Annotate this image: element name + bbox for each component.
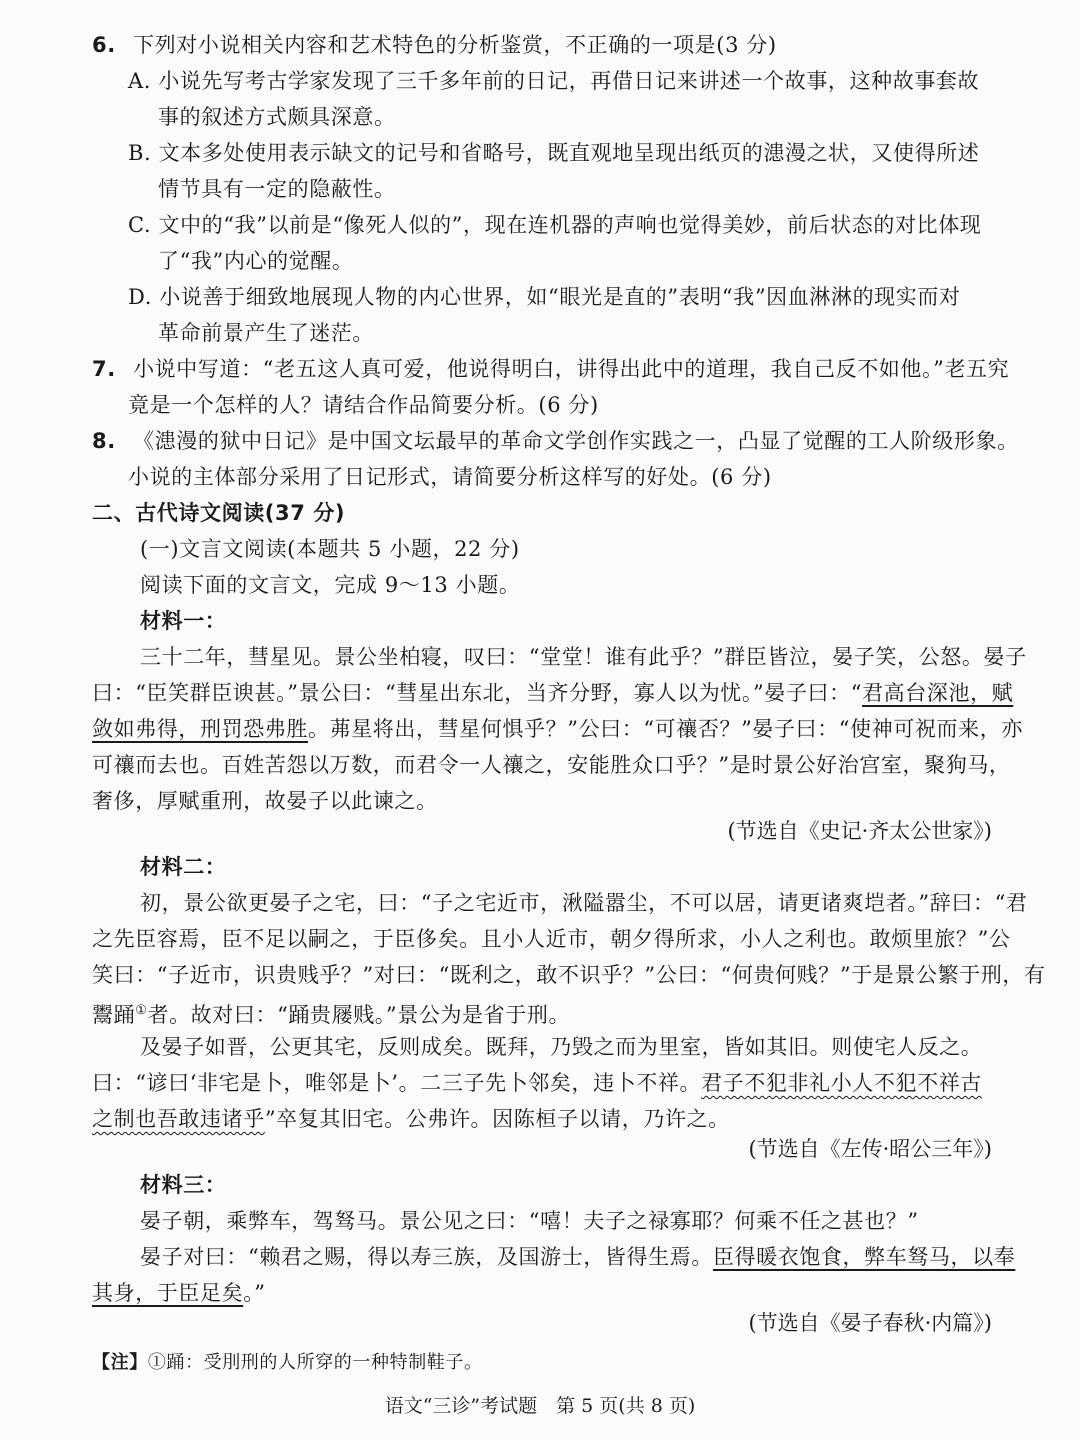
option-b-line2: 情节具有一定的隐蔽性。 [158,177,396,201]
question-text: 《漶漫的狱中日记》是中国文坛最早的革命文学创作实践之一，凸显了觉醒的工人阶级形象。 [133,429,1019,453]
text: ”卒复其旧宅。公弗许。因陈桓子以请，乃许之。 [264,1107,730,1131]
material-2-line4 [92,996,570,1030]
option-d-line2: 革命前景产生了迷茫。 [158,321,374,345]
material-3-source: (节选自《晏子春秋·内篇》) [748,1311,992,1335]
text: 鬻踊 [92,1003,136,1027]
text: 曰：“谚曰‘非宅是卜，唯邻是卜’。二三子先卜邻矣，违卜不祥。 [92,1071,702,1095]
subsection-title: (一)文言文阅读(本题共 5 小题，22 分) [140,537,520,561]
footnote-text: ①踊：受刖刑的人所穿的一种特制鞋子。 [147,1352,483,1373]
question-7-line2: 竟是一个怎样的人？请结合作品简要分析。(6 分) [128,393,599,417]
option-a-line2: 事的叙述方式颇具深意。 [158,105,396,129]
text: 曰：“臣笑群臣谀甚。”景公曰：“彗星出东北，当齐分野，寡人以为忧。”晏子曰：“ [92,681,863,705]
instructions: 阅读下面的文言文，完成 9～13 小题。 [140,573,521,597]
material-1-line2 [92,678,1013,708]
material-2-line2: 之先臣容焉，臣不足以嗣之，于臣侈矣。且小人近市，朝夕得所求，小人之利也。敢烦里旅？”公 [92,927,1011,951]
question-8-line1 [92,426,1019,456]
question-8-line2: 小说的主体部分采用了日记形式，请简要分析这样写的好处。(6 分) [128,465,772,489]
material-1-line5: 奢侈，厚赋重刑，故晏子以此谏之。 [92,789,438,813]
question-number: 8. [92,429,116,453]
text: 。茀星将出，彗星何惧乎？”公曰：“可禳否？”晏子曰：“使神可祝而来，亦 [308,717,1023,741]
question-number: 6. [92,33,116,57]
page-footer: 语文“三诊”考试题 第 5 页(共 8 页) [384,1395,696,1417]
footnote-marker: ① [135,1003,148,1018]
underlined-text: 君高台深池，赋 [862,681,1014,705]
option-d-line1: D. 小说善于细致地展现人物的内心世界，如“眼光是直的”表明“我”因血淋淋的现实而对 [128,285,961,309]
underlined-text: 臣得暖衣饱食，弊车驽马，以奉 [712,1245,1016,1269]
material-2-line1: 初，景公欲更晏子之宅，曰：“子之宅近市，湫隘嚣尘，不可以居，请更诸爽垲者。”辞曰：“君 [140,891,1028,915]
underlined-text: 敛如弗得，刑罚恐弗胜 [92,717,308,741]
footnote-label: 【注】 [92,1352,148,1373]
question-6-stem [92,30,777,60]
material-1-line1: 三十二年，彗星见。景公坐柏寝，叹曰：“堂堂！谁有此乎？”群臣皆泣，晏子笑，公怒。晏子 [140,645,1027,669]
material-3-line2 [140,1242,1015,1272]
question-7-line1 [92,354,1009,384]
material-2-line7 [92,1104,730,1134]
question-text: 下列对小说相关内容和艺术特色的分析鉴赏，不正确的一项是(3 分) [133,33,777,57]
question-number: 7. [92,357,116,381]
section-title: 二、古代诗文阅读(37 分) [92,501,346,525]
text: 晏子对曰：“赖君之赐，得以寿三族，及国游士，皆得生焉。 [140,1245,713,1269]
material-3-label: 材料三： [140,1173,227,1197]
material-3-line1: 晏子朝，乘弊车，驾驽马。景公见之曰：“嘻！夫子之禄寡耶？何乘不任之甚也？” [140,1209,919,1233]
material-1-line3 [92,714,1023,744]
text: 。” [243,1281,266,1305]
material-2-line3: 笑曰：“子近市，识贵贱乎？”对曰：“既利之，敢不识乎？”公曰：“何贵何贱？”于是景公繁于刑，有 [92,963,1046,987]
material-2-source: (节选自《左传·昭公三年》) [748,1137,992,1161]
option-c-line1: C. 文中的“我”以前是“像死人似的”，现在连机器的声响也觉得美妙，前后状态的对比体现 [128,213,982,237]
material-1-source: (节选自《史记·齐太公世家》) [727,819,992,843]
material-3-line3 [92,1278,266,1308]
wavy-underlined-text: 君子不犯非礼小人不犯不祥古 [701,1071,982,1095]
material-1-line4: 可禳而去也。百姓苦怨以万数，而君令一人禳之，安能胜众口乎？”是时景公好治宫室，聚狗马， [92,753,1011,777]
material-2-line6 [92,1068,982,1098]
option-c-line2: 了“我”内心的觉醒。 [158,249,354,273]
footnote [92,1348,483,1378]
material-2-line5: 及晏子如晋，公更其宅，反则成矣。既拜，乃毁之而为里室，皆如其旧。则使宅人反之。 [140,1035,983,1059]
material-1-label: 材料一： [140,609,227,633]
material-2-label: 材料二： [140,855,227,879]
option-b-line1: B. 文本多处使用表示缺文的记号和省略号，既直观地呈现出纸页的漶漫之状，又使得所述 [128,141,980,165]
wavy-underlined-text: 之制也吾敢违诸乎 [92,1107,265,1131]
option-a-line1: A. 小说先写考古学家发现了三千多年前的日记，再借日记来讲述一个故事，这种故事套故 [128,69,980,93]
question-text: 小说中写道：“老五这人真可爱，他说得明白，讲得出此中的道理，我自己反不如他。”老五究 [133,357,1010,381]
text: 者。故对曰：“踊贵屦贱。”景公为是省于刑。 [147,1003,571,1027]
underlined-text: 其身，于臣足矣 [92,1281,244,1305]
